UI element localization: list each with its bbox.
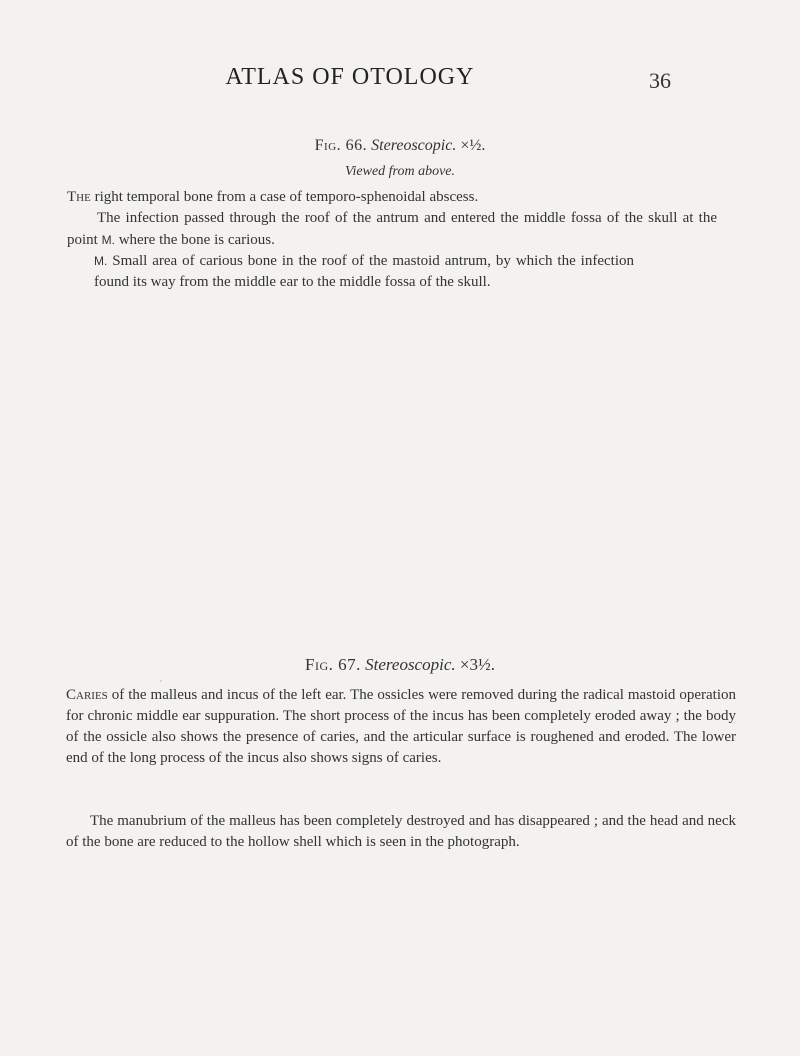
figure-66-label: Fig. 66. <box>314 137 368 154</box>
figure-66-view <box>0 164 800 180</box>
figure-66-description <box>67 186 717 208</box>
figure-66-detail-after: where the bone is carious. <box>114 232 275 248</box>
figure-66-view-text: Viewed from above. <box>344 164 456 179</box>
figure-66-key-text: Small area of carious bone in the roof of the mastoid antrum, by which the infection found its way from the middle ear to the middle fossa of the skull. <box>94 253 634 290</box>
page-number: 36 <box>649 68 671 93</box>
figure-66-detail-label: M. <box>101 233 115 247</box>
running-title: ATLAS OF OTOLOGY <box>225 64 475 90</box>
figure-67-description-rest: of the malleus and incus of the left ear. The ossicles were removed during the radical mastoid operation for chronic middle ear suppuration. The short process of the incus has been completely eroded away ; the body of the ossicle also shows the presence of caries, and the articular surface is roughened and eroded. The lower end of the long process of the incus also shows signs of caries. <box>66 687 736 766</box>
figure-66-key <box>94 251 634 293</box>
running-head <box>0 64 800 100</box>
figure-67-caption <box>0 655 800 675</box>
figure-66-description-rest: right temporal bone from a case of temporo-sphenoidal abscess. <box>90 189 479 205</box>
figure-66-description-lead: The <box>67 189 91 205</box>
figure-67-label: Fig. 67. <box>305 655 361 674</box>
figure-66-method: Stereoscopic. <box>371 137 457 154</box>
figure-66-key-label: M. <box>94 254 108 268</box>
figure-66-detail <box>67 207 717 251</box>
paper-speck <box>160 680 162 682</box>
figure-67-detail: The manubrium of the malleus has been completely destroyed and has disappeared ; and the head and neck of the bone are reduced to the hollow shell which is seen in the photograph. <box>66 813 736 850</box>
figure-66-magnification: ×½. <box>460 137 486 154</box>
figure-67-description <box>66 685 736 769</box>
figure-66-detail-before: The infection passed through the roof of the antrum and entered the middle fossa of the skull at the point <box>67 210 717 248</box>
figure-67-magnification: ×3½. <box>459 655 495 674</box>
figure-67-method: Stereoscopic. <box>365 655 456 674</box>
figure-67-description-lead: Caries <box>66 687 108 703</box>
figure-66-caption <box>0 137 800 155</box>
